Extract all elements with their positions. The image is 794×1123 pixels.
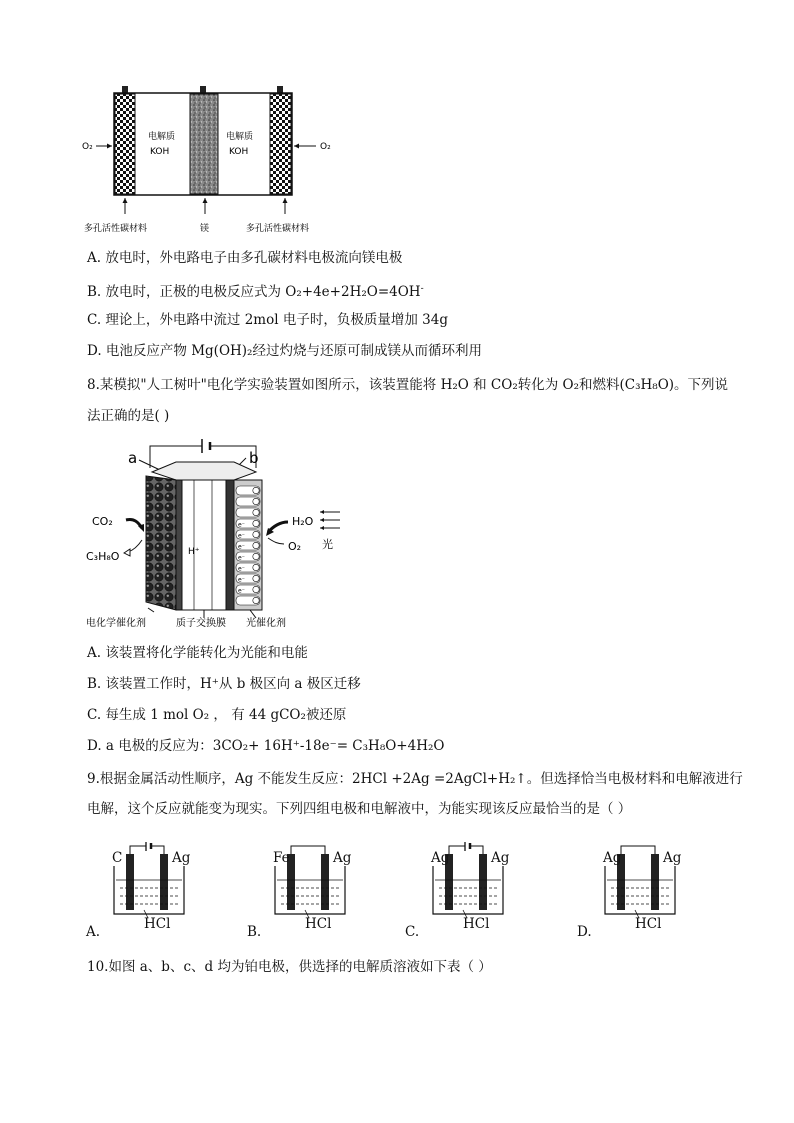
o2-left-label: O₂ <box>82 142 93 152</box>
label-a: a <box>128 449 138 467</box>
cell-right-electrode-label: Ag <box>491 850 510 866</box>
electrolyte-right-2: KOH <box>229 147 249 157</box>
electron-label: e⁻ <box>238 565 245 573</box>
electrolyte-left-2: KOH <box>150 147 170 157</box>
photocatalyst-sphere <box>253 586 259 592</box>
photocatalyst-sphere <box>253 597 259 603</box>
cell-solution-label: HCl <box>635 916 662 932</box>
cell-left-electrode-label: Fe <box>273 850 290 866</box>
q8-option-a[interactable]: A. 该装置将化学能转化为光能和电能 <box>87 645 308 661</box>
q9-question-line2: 电解，这个反应就能变为现实。下列四组电极和电解液中，为能实现该反应最恰当的是（ ） <box>87 801 632 817</box>
photocatalyst-sphere <box>253 531 259 537</box>
photocatalyst-sphere <box>253 498 259 504</box>
q10-question-line1: 10.如图 a、b、c、d 均为铂电极，供选择的电解质溶液如下表（ ） <box>87 959 492 975</box>
photocatalyst-sphere <box>253 575 259 581</box>
cell-option-letter: D. <box>577 924 592 940</box>
q9-question-line1: 9.根据金属活动性顺序，Ag 不能发生反应：2HCl +2Ag =2AgCl+H₂↑。但选择恰当电极材料和电解液进行 <box>87 771 743 787</box>
electron-label: e⁻ <box>238 576 245 584</box>
q8-option-b[interactable]: B. 该装置工作时，H⁺从 b 极区向 a 极区迁移 <box>87 676 361 692</box>
photocatalyst-sphere <box>253 487 259 493</box>
q7-option-b[interactable] <box>87 279 424 302</box>
photocatalyst-sphere <box>253 509 259 515</box>
photocatalyst-sphere <box>253 520 259 526</box>
mg-air-battery-figure <box>78 84 348 240</box>
co2-label: CO₂ <box>92 515 113 528</box>
q8-option-c[interactable]: C. 每生成 1 mol O₂ ， 有 44 gCO₂被还原 <box>87 707 347 723</box>
c3h8o-label: C₃H₈O <box>86 550 120 563</box>
photocatalyst-sphere <box>253 542 259 548</box>
o2-right-label: O₂ <box>320 142 331 152</box>
q7-option-a[interactable]: A. 放电时，外电路电子由多孔碳材料电极流向镁电极 <box>87 250 403 266</box>
cell-solution-label: HCl <box>144 916 171 932</box>
cell-right-electrode-label: Ag <box>172 850 191 866</box>
cell-solution-label: HCl <box>305 916 332 932</box>
bottom-label-electrocatalyst: 电化学催化剂 <box>86 618 146 629</box>
left-carbon-electrode <box>115 94 135 194</box>
bottom-label-membrane: 质子交换膜 <box>176 618 226 629</box>
label-right-carbon: 多孔活性碳材料 <box>246 224 310 234</box>
cell-left-electrode-label: Ag <box>431 850 450 866</box>
electron-label: e⁻ <box>238 543 245 551</box>
label-left-carbon: 多孔活性碳材料 <box>84 224 148 234</box>
electron-label: e⁻ <box>238 587 245 595</box>
cell-left-electrode-label: C <box>112 850 123 866</box>
bottom-label-photocatalyst: 光催化剂 <box>246 618 286 629</box>
electron-label: e⁻ <box>238 554 245 562</box>
label-b: b <box>249 449 259 467</box>
h2o-label: H₂O <box>292 515 314 528</box>
q7-option-d[interactable]: D. 电池反应产物 Mg(OH)₂经过灼烧与还原可制成镁从而循环利用 <box>87 343 482 359</box>
o2-label: O₂ <box>288 540 302 553</box>
label-magnesium: 镁 <box>200 224 210 234</box>
light-label: 光 <box>322 538 333 551</box>
electrolyte-left-1: 电解质 <box>148 132 176 142</box>
cell-option-letter: B. <box>247 924 262 940</box>
electrolyte-right-1: 电解质 <box>226 132 254 142</box>
q8-question-line2: 法正确的是( ) <box>87 408 170 424</box>
cell-left-electrode-label: Ag <box>603 850 622 866</box>
q7-option-b-text: B. 放电时，正极的电极反应式为 O₂+4e+2H₂O=4OH <box>87 284 421 300</box>
q7-option-c[interactable]: C. 理论上，外电路中流过 2mol 电子时，负极质量增加 34g <box>87 312 448 328</box>
electron-label: e⁻ <box>238 521 245 529</box>
q7-option-b-sup: - <box>420 284 424 294</box>
right-carbon-electrode <box>270 94 291 194</box>
cell-option-letter: C. <box>405 924 420 940</box>
cell-solution-label: HCl <box>463 916 490 932</box>
q8-option-d[interactable]: D. a 电极的反应为：3CO₂+ 16H⁺-18e⁻= C₃H₈O+4H₂O <box>87 738 445 754</box>
photocatalyst-cells <box>234 480 262 610</box>
photocatalyst-sphere <box>253 564 259 570</box>
cell-right-electrode-label: Ag <box>333 850 352 866</box>
cell-option-letter: A. <box>86 924 101 940</box>
cell-right-electrode-label: Ag <box>663 850 682 866</box>
photocatalyst-sphere <box>253 553 259 559</box>
h-plus-label: H⁺ <box>188 547 200 557</box>
artificial-leaf-figure <box>84 432 354 630</box>
magnesium-electrode <box>190 94 218 194</box>
electron-label: e⁻ <box>238 532 245 540</box>
q8-question-line1: 8.某模拟"人工树叶"电化学实验装置如图所示，该装置能将 H₂O 和 CO₂转化为 O₂和燃料(C₃H₈O)。下列说 <box>87 377 729 393</box>
